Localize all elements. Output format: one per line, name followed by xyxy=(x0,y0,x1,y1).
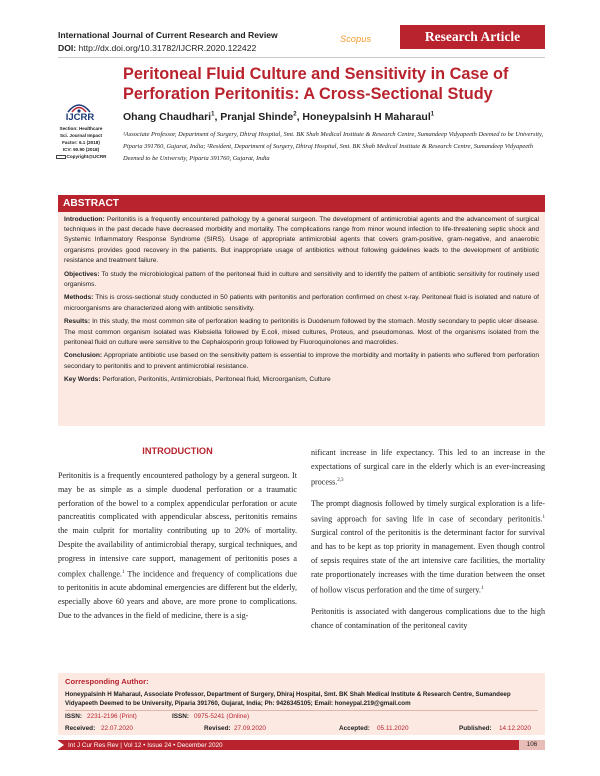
corresponding-author-box xyxy=(58,673,545,735)
abstract-label: Conclusion: xyxy=(64,352,103,360)
copyright-text: Copyright@IJCRR xyxy=(66,154,107,160)
citation: 1 xyxy=(542,514,545,520)
footer-journal-issue: Int J Cur Res Rev | Vol 12 • Issue 24 • December 2020 xyxy=(68,741,223,749)
copyright xyxy=(48,153,114,160)
abstract-heading: ABSTRACT xyxy=(58,195,545,212)
abstract-text: Perforation, Peritonitis, Antimicrobials, Peritoneal fluid, Microorganism, Culture xyxy=(102,376,331,384)
box-divider xyxy=(65,710,538,711)
body-paragraph xyxy=(311,446,545,489)
body-text: The incidence and frequency of complications due to peritonitis in acute abdominal emergencies are different but the elderly, especially above 60 years and above, are more prone to complications. Due to the advances in the field of medicine, there is a sig- xyxy=(58,569,297,620)
corresponding-author-info: Associate Professor, Department of Surgery, Dhiraj Hospital, Smt. BK Shah Medical Institute & Research Centre, Sumandeep Vidyapeeth Deemed to be University, Piparia 391760, Gujarat, India; Ph: 9426345105; Email: honeypal.219@gmail.com xyxy=(65,691,511,707)
doi-label: DOI: xyxy=(58,43,77,53)
abstract-label: Introduction: xyxy=(64,216,105,223)
corresponding-author-heading: Corresponding Author: xyxy=(65,677,149,686)
author-affiliation-mark: 1 xyxy=(211,111,215,118)
abstract-label: Objectives: xyxy=(64,270,100,278)
abstract-label: Results: xyxy=(64,318,91,326)
citation: 2,3 xyxy=(337,477,344,483)
body-left-column xyxy=(58,446,297,627)
doi-link[interactable]: http://dx.doi.org/10.31782/IJCRR.2020.122422 xyxy=(78,43,257,53)
author-separator: , xyxy=(214,111,221,123)
cc-license-icon xyxy=(56,155,66,159)
icv-value: ICV: 90.90 (2018) xyxy=(62,147,100,153)
author-name: Ohang Chaudhari xyxy=(123,111,212,123)
abstract-text: To study the microbiological pattern of the peritoneal fluid in culture and sensitivity and to identify the pattern of antibiotic sensitivity for routinely used organisms. xyxy=(64,270,539,288)
body-right-column xyxy=(311,446,545,638)
corresponding-author-details xyxy=(65,690,538,708)
abstract-keywords xyxy=(64,375,539,385)
article-title: Peritoneal Fluid Culture and Sensitivity in Case of Perforation Peritonitis: A Cross-Sectional Study xyxy=(123,65,509,103)
body-text: Peritonitis is a frequently encountered pathology by a general surgeon. It may be as simple as a simple duodenal perforation or a traumatic perforation of the bowel to a complex appendicular perforation or acute pancreatitis complicated with appendicular abscess, peritonitis remains the main culprit for mortality contributing up to 20% of mortality. Despite the availability of antimicrobial therapy, surgical techniques, and progress in intensive care support, management of peritonitis poses a complex challenge. xyxy=(58,471,297,579)
body-paragraph xyxy=(311,605,545,633)
issn-row xyxy=(65,713,538,723)
issn-online-label: ISSN: xyxy=(172,713,190,720)
body-text: Surgical control of the peritonitis is the determinant factor for survival and has to be kept as top priority in management. Even though control of sepsis requires state of the art intensive care facilities, the mortality rate proportionately increases with the time duration between the onset of hollow viscus perforation and the time of surgery. xyxy=(311,528,545,595)
footer-arrow-icon xyxy=(57,740,64,750)
impact-factor: Factor: 6.1 (2018) xyxy=(62,140,100,146)
abstract-label: Key Words: xyxy=(64,376,101,384)
published-label: Published: xyxy=(459,725,492,732)
issn-print: 2231-2196 (Print) xyxy=(87,713,137,720)
accepted-date: 05.11.2020 xyxy=(377,725,409,732)
body-text: nificant increase in life expectancy. This led to an increase in the expectations of surgical care in the elderly which is an ever-increasing process. xyxy=(311,448,545,487)
corresponding-author-name: Honeypalsinh H Maharaul, xyxy=(65,691,143,698)
section-label: Section: Healthcare xyxy=(59,126,103,131)
abstract-text: Peritonitis is a frequently encountered pathology by a general surgeon. The development of antimicrobial agents and the advancement of surgical techniques in the past decade have decreased morbidity and mortality. The complications range from minor wound infection to life-threatening septic shock and Systemic Inflammatory Response Syndrome (SIRS). Usage of appropriate antimicrobial agents that covers gram-positive, gram-negative, and anaerobic organisms provides good recovery in the patients. But inappropriate usage of antibiotics without following guidelines leads to the development of antibiotic resistance and treatment failure. xyxy=(64,216,539,264)
abstract-conclusion xyxy=(64,351,539,371)
doi-line xyxy=(58,43,256,53)
issn-online: 0975-5241 (Online) xyxy=(194,713,250,720)
page-number: 106 xyxy=(519,740,545,750)
header-divider xyxy=(58,57,545,58)
body-text: Peritonitis is associated with dangerous complications due to the high chance of contamination of the peritoneal cavity xyxy=(311,607,545,630)
received-label: Received: xyxy=(65,725,96,732)
abstract-results xyxy=(64,317,539,348)
footer-bar xyxy=(58,740,545,750)
journal-logo-text: IJCRR xyxy=(65,112,95,123)
issn-print-label: ISSN: xyxy=(65,713,83,720)
accepted-label: Accepted: xyxy=(339,725,370,732)
journal-metadata xyxy=(48,125,114,160)
abstract-text: This is cross-sectional study conducted in 50 patients with peritonitis and perforation confirmed on chest x-ray. Peritoneal fluid is isolated and nature of microorganisms are characterized along with antibiotic sensitivity. xyxy=(64,294,539,312)
abstract-box xyxy=(58,212,545,426)
body-paragraph xyxy=(58,469,297,622)
body-text: The prompt diagnosis followed by timely surgical exploration is a life-saving approach for saving life in case of secondary peritonitis. xyxy=(311,499,545,524)
citation: 1 xyxy=(121,569,125,575)
affiliations: ¹Associate Professor, Department of Surgery, Dhiraj Hospital, Smt. BK Shah Medical Institute & Research Centre, Sumandeep Vidyapeeth Deemed to be University, Piparia 391760, Gujarat, India; ²Resident, Department of Surgery, Dhiraj Hospital, Smt. BK Shah Medical Institute & Research Centre, Sumandeep Vidyapeeth Deemed to be University, Piparia 391760, Gujarat, India xyxy=(123,131,544,162)
body-paragraph xyxy=(311,497,545,597)
abstract-text: In this study, the most common site of perforation leading to peritonitis is Duodenum followed by the stomach. Mostly secondary to peptic ulcer disease. The most common organism isolated was Klebsiella followed by E.coli, mixed cultures, Proteus, and pseudomonas. Most of the organisms isolated from the peritoneal fluid on culture were sensitive to the Cephalosporin group followed by Fluoroquinolones and macrolides. xyxy=(64,318,539,346)
abstract-label: Methods: xyxy=(64,294,94,302)
abstract-objectives xyxy=(64,270,539,290)
abstract-methods xyxy=(64,293,539,313)
author-affiliation-mark: 1 xyxy=(430,111,435,118)
author-separator: , xyxy=(296,111,303,123)
citation: 1 xyxy=(480,585,484,591)
article-type-badge: Research Article xyxy=(400,25,545,49)
abstract-text: Appropriate antibiotic use based on the sensitivity pattern is essential to improve the morbidity and mortality in patients who suffered from perforation secondary to peritonitis and to prevent antimicrobial resistance. xyxy=(64,352,539,370)
received-date: 22.07.2020 xyxy=(101,725,133,732)
author-list xyxy=(123,111,434,123)
author-name: Honeypalsinh H Maharaul xyxy=(302,111,431,123)
abstract-introduction xyxy=(64,215,539,266)
author-name: Pranjal Shinde xyxy=(220,111,294,123)
impact-label: Sci. Journal Impact xyxy=(59,133,103,139)
journal-name: International Journal of Current Research and Review xyxy=(58,30,278,40)
author-affiliation-mark: 2 xyxy=(293,111,297,118)
dates-row xyxy=(65,725,538,735)
introduction-heading: INTRODUCTION xyxy=(142,446,213,456)
revised-label: Revised: xyxy=(204,725,231,732)
published-date: 14.12.2020 xyxy=(499,725,531,732)
revised-date: 27.09.2020 xyxy=(234,725,266,732)
scopus-logo: Scopus xyxy=(340,34,372,44)
